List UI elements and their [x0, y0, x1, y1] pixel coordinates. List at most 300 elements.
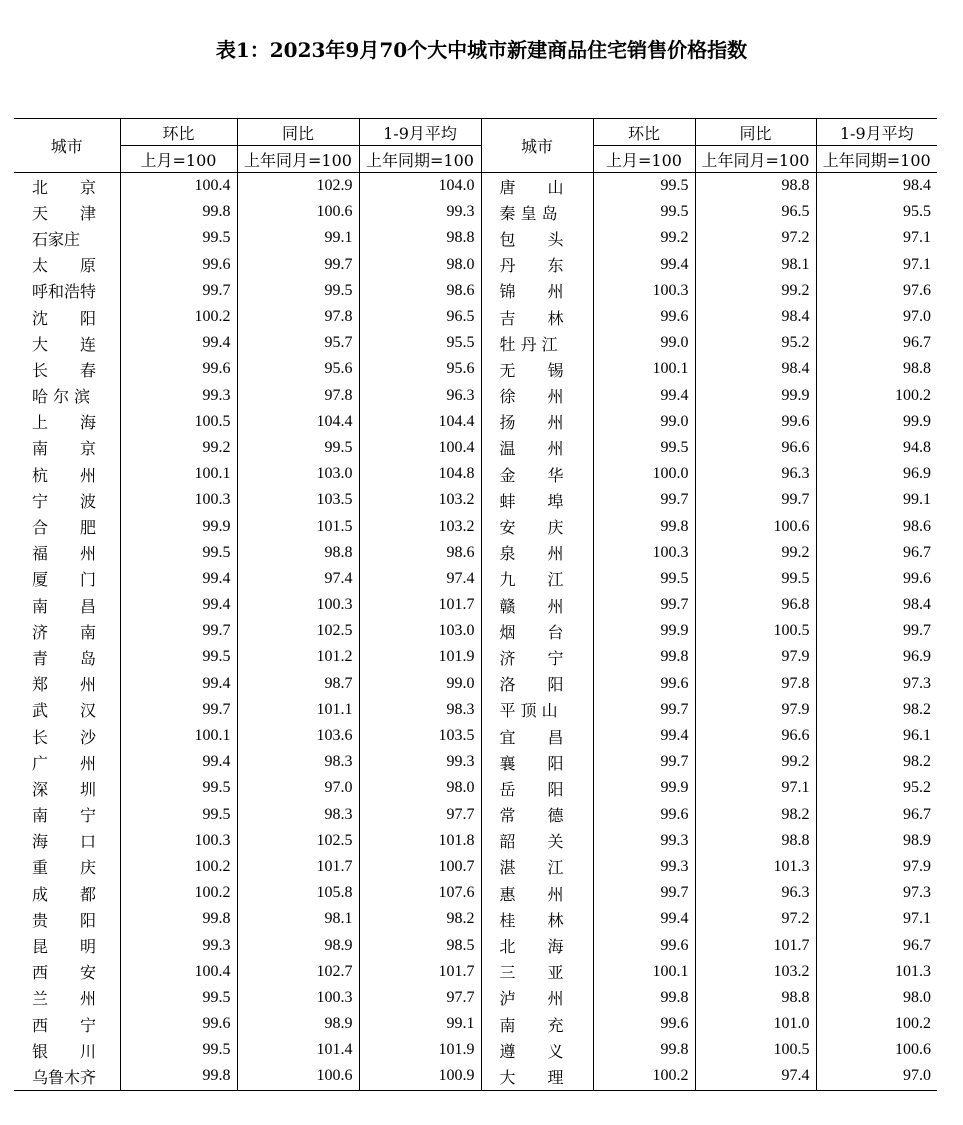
header-mom-left: 环比: [120, 119, 237, 146]
value-cell: 95.2: [695, 330, 816, 356]
value-cell: 96.8: [695, 592, 816, 618]
city-cell: 兰 州: [32, 989, 97, 1009]
city-cell: 哈 尔 滨: [32, 387, 91, 407]
value-cell: 102.9: [237, 173, 359, 200]
value-cell: 96.7: [816, 932, 937, 958]
value-cell: 100.5: [120, 409, 237, 435]
value-cell: 101.8: [359, 828, 481, 854]
table-row: [14, 985, 937, 1011]
value-cell: 100.3: [593, 540, 695, 566]
value-cell: 99.7: [120, 278, 237, 304]
header-mom-base-right: 上月=100: [593, 146, 695, 173]
table-row: [14, 173, 937, 200]
city-cell: 太 原: [32, 256, 97, 276]
value-cell: 101.3: [695, 854, 816, 880]
value-cell: 98.4: [816, 592, 937, 618]
value-cell: 99.4: [593, 723, 695, 749]
value-cell: 101.0: [695, 1011, 816, 1037]
value-cell: 97.4: [359, 566, 481, 592]
value-cell: 99.5: [237, 278, 359, 304]
city-cell: 赣 州: [481, 592, 593, 618]
value-cell: 95.6: [237, 356, 359, 382]
header-avg-right: 1-9月平均: [816, 119, 937, 146]
city-cell: 无 锡: [481, 356, 593, 382]
city-cell: 福 州: [32, 544, 97, 564]
value-cell: 99.5: [593, 435, 695, 461]
value-cell: 99.4: [120, 592, 237, 618]
value-cell: 99.5: [120, 225, 237, 251]
city-cell: 海 口: [32, 832, 97, 852]
value-cell: 99.6: [593, 671, 695, 697]
city-cell: 烟 台: [481, 618, 593, 644]
value-cell: 98.2: [695, 802, 816, 828]
city-cell: 南 宁: [32, 806, 97, 826]
city-cell: 丹 东: [481, 252, 593, 278]
table-row: [14, 854, 937, 880]
value-cell: 99.3: [359, 199, 481, 225]
table-row: [14, 697, 937, 723]
header-city-right: 城市: [481, 119, 593, 173]
value-cell: 100.4: [120, 173, 237, 200]
value-cell: 99.6: [120, 356, 237, 382]
value-cell: 99.4: [593, 906, 695, 932]
value-cell: 97.1: [816, 225, 937, 251]
value-cell: 99.4: [120, 566, 237, 592]
value-cell: 101.5: [237, 513, 359, 539]
value-cell: 97.9: [695, 644, 816, 670]
table-row: [14, 906, 937, 932]
value-cell: 98.8: [695, 173, 816, 200]
table-row: [14, 330, 937, 356]
value-cell: 99.7: [120, 618, 237, 644]
value-cell: 99.5: [120, 775, 237, 801]
table-row: [14, 356, 937, 382]
value-cell: 100.0: [593, 461, 695, 487]
value-cell: 98.4: [816, 173, 937, 200]
city-cell: 温 州: [481, 435, 593, 461]
value-cell: 99.4: [120, 749, 237, 775]
city-cell: 唐 山: [481, 173, 593, 200]
value-cell: 96.5: [695, 199, 816, 225]
value-cell: 98.4: [695, 304, 816, 330]
value-cell: 99.3: [593, 828, 695, 854]
city-cell: 惠 州: [481, 880, 593, 906]
table-row: [14, 540, 937, 566]
city-cell: 天 津: [32, 203, 97, 223]
value-cell: 99.1: [359, 1011, 481, 1037]
value-cell: 101.9: [359, 644, 481, 670]
city-cell: 厦 门: [32, 570, 97, 590]
value-cell: 99.4: [120, 330, 237, 356]
city-cell: 大 连: [32, 334, 97, 354]
city-cell: 泸 州: [481, 985, 593, 1011]
value-cell: 105.8: [237, 880, 359, 906]
value-cell: 99.3: [120, 932, 237, 958]
value-cell: 99.5: [593, 566, 695, 592]
value-cell: 97.7: [359, 985, 481, 1011]
value-cell: 99.2: [120, 435, 237, 461]
table-row: [14, 435, 937, 461]
value-cell: 98.1: [237, 906, 359, 932]
city-cell: 吉 林: [481, 304, 593, 330]
city-cell: 安 庆: [481, 513, 593, 539]
city-cell: 成 都: [32, 884, 97, 904]
value-cell: 100.1: [593, 959, 695, 985]
value-cell: 102.5: [237, 828, 359, 854]
value-cell: 99.6: [120, 1011, 237, 1037]
value-cell: 101.7: [237, 854, 359, 880]
value-cell: 100.1: [593, 356, 695, 382]
table-row: [14, 513, 937, 539]
value-cell: 97.8: [695, 671, 816, 697]
value-cell: 96.3: [695, 880, 816, 906]
city-cell: 青 岛: [32, 648, 97, 668]
table-row: [14, 749, 937, 775]
value-cell: 95.6: [359, 356, 481, 382]
value-cell: 97.0: [816, 1063, 937, 1090]
table-row: [14, 1011, 937, 1037]
value-cell: 99.7: [593, 592, 695, 618]
city-cell: 秦 皇 岛: [481, 199, 593, 225]
value-cell: 99.6: [120, 252, 237, 278]
value-cell: 99.9: [120, 513, 237, 539]
value-cell: 100.5: [695, 618, 816, 644]
city-cell: 桂 林: [481, 906, 593, 932]
city-cell: 昆 明: [32, 937, 97, 957]
value-cell: 98.8: [695, 828, 816, 854]
value-cell: 96.7: [816, 330, 937, 356]
price-index-table: [14, 118, 937, 1091]
value-cell: 100.6: [816, 1037, 937, 1063]
city-cell: 杭 州: [32, 465, 97, 485]
value-cell: 99.5: [120, 802, 237, 828]
value-cell: 98.2: [359, 906, 481, 932]
city-cell: 牡 丹 江: [481, 330, 593, 356]
value-cell: 98.7: [237, 671, 359, 697]
value-cell: 97.3: [816, 671, 937, 697]
table-row: [14, 644, 937, 670]
city-cell: 宁 波: [32, 491, 97, 511]
value-cell: 99.6: [593, 932, 695, 958]
value-cell: 99.8: [593, 985, 695, 1011]
value-cell: 97.0: [816, 304, 937, 330]
value-cell: 99.3: [593, 854, 695, 880]
table-row: [14, 304, 937, 330]
table-row: [14, 959, 937, 985]
value-cell: 104.4: [359, 409, 481, 435]
value-cell: 99.0: [359, 671, 481, 697]
city-cell: 重 庆: [32, 858, 97, 878]
city-cell: 银 川: [32, 1041, 97, 1061]
value-cell: 97.0: [237, 775, 359, 801]
value-cell: 96.9: [816, 644, 937, 670]
city-cell: 广 州: [32, 753, 97, 773]
value-cell: 98.3: [237, 802, 359, 828]
value-cell: 99.8: [593, 644, 695, 670]
value-cell: 99.5: [593, 199, 695, 225]
value-cell: 100.2: [120, 854, 237, 880]
value-cell: 99.4: [593, 383, 695, 409]
value-cell: 98.8: [695, 985, 816, 1011]
table-row: [14, 618, 937, 644]
value-cell: 99.9: [816, 409, 937, 435]
value-cell: 98.9: [237, 1011, 359, 1037]
value-cell: 98.1: [695, 252, 816, 278]
value-cell: 100.3: [237, 985, 359, 1011]
city-cell: 金 华: [481, 461, 593, 487]
value-cell: 100.2: [120, 880, 237, 906]
value-cell: 99.7: [816, 618, 937, 644]
city-cell: 三 亚: [481, 959, 593, 985]
city-cell: 上 海: [32, 413, 97, 433]
value-cell: 96.1: [816, 723, 937, 749]
header-mom-base-left: 上月=100: [120, 146, 237, 173]
header-mom-right: 环比: [593, 119, 695, 146]
header-yoy-base-right: 上年同月=100: [695, 146, 816, 173]
header-yoy-right: 同比: [695, 119, 816, 146]
value-cell: 99.6: [695, 409, 816, 435]
value-cell: 99.3: [120, 383, 237, 409]
table-title: 表1：2023年9月70个大中城市新建商品住宅销售价格指数: [215, 38, 748, 62]
value-cell: 100.3: [120, 487, 237, 513]
value-cell: 99.9: [593, 775, 695, 801]
value-cell: 107.6: [359, 880, 481, 906]
value-cell: 103.6: [237, 723, 359, 749]
header-avg-base-left: 上年同期=100: [359, 146, 481, 173]
table-row: [14, 199, 937, 225]
city-cell: 石家庄: [32, 229, 81, 249]
value-cell: 99.8: [593, 1037, 695, 1063]
table-row: [14, 566, 937, 592]
header-yoy-left: 同比: [237, 119, 359, 146]
value-cell: 99.2: [695, 540, 816, 566]
city-cell: 遵 义: [481, 1037, 593, 1063]
city-cell: 洛 阳: [481, 671, 593, 697]
city-cell: 扬 州: [481, 409, 593, 435]
value-cell: 97.7: [359, 802, 481, 828]
value-cell: 99.5: [120, 644, 237, 670]
value-cell: 96.6: [695, 723, 816, 749]
value-cell: 99.0: [593, 409, 695, 435]
value-cell: 99.2: [593, 225, 695, 251]
value-cell: 96.6: [695, 435, 816, 461]
city-cell: 合 肥: [32, 518, 97, 538]
value-cell: 98.8: [359, 225, 481, 251]
table-row: [14, 880, 937, 906]
value-cell: 100.4: [359, 435, 481, 461]
value-cell: 99.7: [695, 487, 816, 513]
city-cell: 贵 阳: [32, 910, 97, 930]
value-cell: 103.2: [359, 487, 481, 513]
value-cell: 99.5: [120, 1037, 237, 1063]
value-cell: 96.3: [359, 383, 481, 409]
value-cell: 98.4: [695, 356, 816, 382]
value-cell: 104.0: [359, 173, 481, 200]
value-cell: 98.9: [237, 932, 359, 958]
value-cell: 102.7: [237, 959, 359, 985]
value-cell: 98.9: [816, 828, 937, 854]
value-cell: 99.7: [593, 749, 695, 775]
city-cell: 北 海: [481, 932, 593, 958]
value-cell: 101.3: [816, 959, 937, 985]
table-body: [14, 173, 937, 1091]
city-cell: 南 京: [32, 439, 97, 459]
header-avg-base-right: 上年同期=100: [816, 146, 937, 173]
city-cell: 常 德: [481, 802, 593, 828]
value-cell: 99.2: [695, 749, 816, 775]
value-cell: 100.1: [120, 461, 237, 487]
header-yoy-base-left: 上年同月=100: [237, 146, 359, 173]
value-cell: 99.8: [120, 199, 237, 225]
value-cell: 99.4: [593, 252, 695, 278]
value-cell: 97.4: [695, 1063, 816, 1090]
value-cell: 100.6: [695, 513, 816, 539]
value-cell: 98.6: [359, 540, 481, 566]
value-cell: 101.9: [359, 1037, 481, 1063]
value-cell: 103.0: [237, 461, 359, 487]
city-cell: 徐 州: [481, 383, 593, 409]
city-cell: 乌鲁木齐: [32, 1067, 97, 1087]
value-cell: 100.5: [695, 1037, 816, 1063]
value-cell: 98.2: [816, 749, 937, 775]
value-cell: 98.6: [816, 513, 937, 539]
value-cell: 97.9: [695, 697, 816, 723]
value-cell: 99.5: [695, 566, 816, 592]
value-cell: 103.2: [359, 513, 481, 539]
city-cell: 锦 州: [481, 278, 593, 304]
value-cell: 99.4: [120, 671, 237, 697]
value-cell: 99.7: [593, 697, 695, 723]
value-cell: 99.8: [593, 513, 695, 539]
table-row: [14, 932, 937, 958]
value-cell: 99.6: [593, 304, 695, 330]
city-cell: 包 头: [481, 225, 593, 251]
city-cell: 九 江: [481, 566, 593, 592]
value-cell: 98.3: [359, 697, 481, 723]
value-cell: 101.7: [359, 959, 481, 985]
city-cell: 北 京: [32, 177, 97, 197]
table-row: [14, 802, 937, 828]
value-cell: 100.9: [359, 1063, 481, 1090]
table-row: [14, 409, 937, 435]
value-cell: 99.5: [120, 540, 237, 566]
value-cell: 100.3: [593, 278, 695, 304]
value-cell: 96.7: [816, 802, 937, 828]
city-cell: 南 充: [481, 1011, 593, 1037]
value-cell: 99.7: [593, 880, 695, 906]
header-avg-left: 1-9月平均: [359, 119, 481, 146]
value-cell: 96.7: [816, 540, 937, 566]
value-cell: 100.6: [237, 199, 359, 225]
city-cell: 韶 关: [481, 828, 593, 854]
value-cell: 96.3: [695, 461, 816, 487]
table-row: [14, 592, 937, 618]
value-cell: 99.7: [593, 487, 695, 513]
table-row: [14, 461, 937, 487]
value-cell: 98.8: [237, 540, 359, 566]
value-cell: 99.9: [593, 618, 695, 644]
value-cell: 98.6: [359, 278, 481, 304]
value-cell: 99.1: [816, 487, 937, 513]
value-cell: 103.5: [359, 723, 481, 749]
value-cell: 102.5: [237, 618, 359, 644]
table-row: [14, 383, 937, 409]
value-cell: 99.5: [593, 173, 695, 200]
city-cell: 襄 阳: [481, 749, 593, 775]
value-cell: 98.5: [359, 932, 481, 958]
value-cell: 95.2: [816, 775, 937, 801]
city-cell: 蚌 埠: [481, 487, 593, 513]
value-cell: 100.2: [816, 1011, 937, 1037]
value-cell: 100.2: [816, 383, 937, 409]
value-cell: 98.8: [816, 356, 937, 382]
city-cell: 沈 阳: [32, 308, 97, 328]
city-cell: 岳 阳: [481, 775, 593, 801]
value-cell: 100.7: [359, 854, 481, 880]
value-cell: 99.9: [695, 383, 816, 409]
value-cell: 97.1: [816, 906, 937, 932]
table-row: [14, 723, 937, 749]
value-cell: 103.2: [695, 959, 816, 985]
value-cell: 100.3: [120, 828, 237, 854]
value-cell: 97.8: [237, 383, 359, 409]
value-cell: 99.7: [120, 697, 237, 723]
city-cell: 南 昌: [32, 596, 97, 616]
value-cell: 100.4: [120, 959, 237, 985]
city-cell: 济 南: [32, 622, 97, 642]
city-cell: 西 安: [32, 963, 97, 983]
value-cell: 97.3: [816, 880, 937, 906]
value-cell: 97.4: [237, 566, 359, 592]
value-cell: 95.5: [816, 199, 937, 225]
table-row: [14, 278, 937, 304]
city-cell: 湛 江: [481, 854, 593, 880]
value-cell: 100.3: [237, 592, 359, 618]
value-cell: 100.2: [120, 304, 237, 330]
value-cell: 101.7: [695, 932, 816, 958]
value-cell: 99.6: [593, 1011, 695, 1037]
value-cell: 98.0: [816, 985, 937, 1011]
city-cell: 武 汉: [32, 701, 97, 721]
value-cell: 98.0: [359, 775, 481, 801]
table-row: [14, 1037, 937, 1063]
value-cell: 96.9: [816, 461, 937, 487]
value-cell: 99.5: [237, 435, 359, 461]
city-cell: 济 宁: [481, 644, 593, 670]
table-row: [14, 487, 937, 513]
value-cell: 100.6: [237, 1063, 359, 1090]
value-cell: 99.3: [359, 749, 481, 775]
city-cell: 平 顶 山: [481, 697, 593, 723]
city-cell: 深 圳: [32, 779, 97, 799]
city-cell: 大 理: [481, 1063, 593, 1090]
value-cell: 99.0: [593, 330, 695, 356]
value-cell: 104.8: [359, 461, 481, 487]
value-cell: 99.2: [695, 278, 816, 304]
value-cell: 98.0: [359, 252, 481, 278]
value-cell: 97.1: [816, 252, 937, 278]
city-cell: 呼和浩特: [32, 282, 97, 302]
table-row: [14, 671, 937, 697]
value-cell: 97.1: [695, 775, 816, 801]
table-row: [14, 252, 937, 278]
value-cell: 99.5: [120, 985, 237, 1011]
value-cell: 97.2: [695, 225, 816, 251]
city-cell: 西 宁: [32, 1015, 97, 1035]
value-cell: 98.2: [816, 697, 937, 723]
value-cell: 94.8: [816, 435, 937, 461]
city-cell: 长 春: [32, 360, 97, 380]
